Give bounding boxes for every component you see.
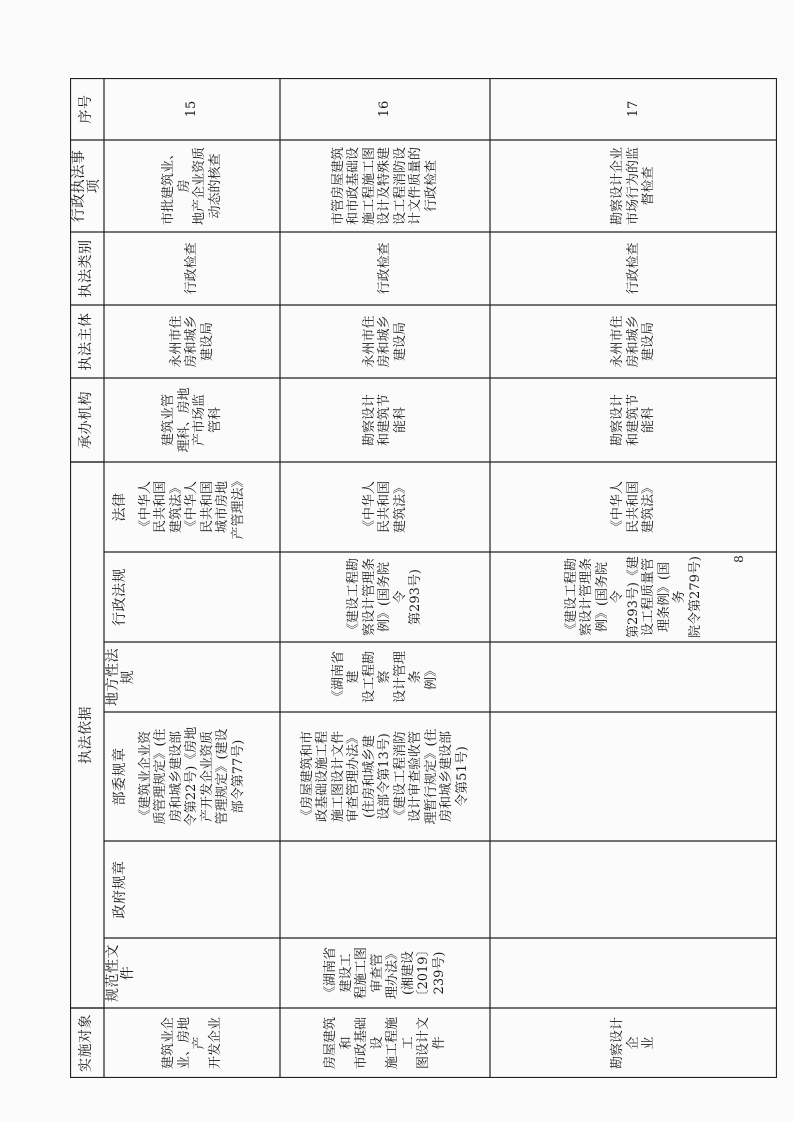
row17-subject: 永州市住 房和城乡 建设局: [610, 315, 657, 368]
row15-law: 《中华人 民共和国 建筑法》 《中华人 民共和国 城市房地 产管理法》: [137, 474, 246, 540]
header-basis-group: 执法依据: [78, 706, 95, 764]
row16-gov-rule: [280, 841, 490, 938]
row17-local-reg: [490, 642, 777, 712]
row16-target: 房屋建筑和 市政基础设 施工程施工 图设计文件: [323, 1017, 447, 1070]
row16-subject: 永州市住 房和城乡 建设局: [361, 315, 408, 368]
enforcement-table: [70, 78, 777, 1078]
header-admin-reg: 行政法规: [112, 568, 129, 626]
header-subject: 执法主体: [78, 312, 95, 371]
row17-normative: [490, 938, 777, 1008]
row15-category: 行政检查: [184, 242, 200, 295]
row15-seq: 15: [184, 100, 200, 118]
row17-dept-rule: [490, 712, 777, 841]
row16-category: 行政检查: [377, 242, 393, 295]
row16-law: 《中华人 民共和国 建筑法》: [361, 481, 408, 534]
row16-local-reg: 《湖南省建 设工程勘察 设计管理条 例》: [330, 651, 439, 704]
header-local-reg: 地方性法规: [104, 648, 136, 706]
row17-category: 行政检查: [625, 242, 641, 295]
page-number: 8: [731, 555, 746, 563]
row16-agency: 勘察设计 和建筑节 能科: [361, 394, 408, 447]
header-dept-rule: 部委规章: [112, 747, 129, 806]
header-gov-rule: 政府规章: [112, 860, 129, 919]
row16-seq: 16: [377, 100, 393, 118]
row16-item: 市管房屋建筑 和市政基础设 施工程施工图 设计及特殊建 设工程消防设 计文件质量的 行政检查: [330, 147, 439, 226]
row17-agency: 勘察设计 和建筑节 能科: [610, 394, 657, 447]
header-law: 法律: [112, 492, 129, 522]
row15-target: 建筑业企 业、房地产 开发企业: [161, 1017, 223, 1070]
row15-agency: 建筑业管 理科、房地 产市场监 管科: [161, 387, 223, 453]
row17-admin-reg: 《建设工程勘 察设计管理条 例》(国务院令 第293号)《建 设工程质量管 理条例》(国务 院令第279号): [563, 556, 703, 638]
row17-item: 勘察设计企业 市场行为的监 督检查: [610, 147, 657, 226]
header-seq: 序号: [78, 94, 95, 124]
header-normative: 规范性文件: [104, 944, 136, 1002]
row15-dept-rule: 《建筑业企业资 质管理规定》(住 房和城乡建设部 令第22号)《房地 产开发企业资质 管理规定》(建设 部令第77号): [137, 726, 246, 827]
row17-seq: 17: [625, 100, 641, 118]
row15-subject: 永州市住 房和城乡 建设局: [168, 315, 215, 368]
row16-normative: 《湖南省建设工 程施工图审查管 理办法》(湘建设 〔2019〕239号): [323, 943, 447, 1003]
row15-local-reg: [104, 642, 280, 712]
row15-admin-reg: [104, 552, 280, 642]
row17-gov-rule: [490, 841, 777, 938]
row15-gov-rule: [104, 841, 280, 938]
row16-dept-rule: 《房屋建筑和市 政基础设施工程 施工图设计文件 审查管理办法》 (住房和城乡建 设部令第13号) 《建设工程消防 设计审查验收管 理暂行规定》(住 房和城乡建设部 令第51号): [299, 728, 470, 825]
row17-target: 勘察设计企 业: [610, 1017, 657, 1070]
row17-law: 《中华人 民共和国 建筑法》: [610, 481, 657, 534]
row16-admin-reg: 《建设工程勘 察设计管理条 例》(国务院令 第293号): [346, 558, 424, 637]
row15-item: 市批建筑业、房 地产企业资质 动态的核查: [161, 147, 223, 226]
header-category: 执法类别: [78, 239, 95, 298]
header-agency: 承办机构: [78, 391, 95, 449]
header-item: 行政执法事项: [70, 149, 102, 223]
row15-normative: [104, 938, 280, 1008]
header-target: 实施对象: [78, 1014, 95, 1072]
